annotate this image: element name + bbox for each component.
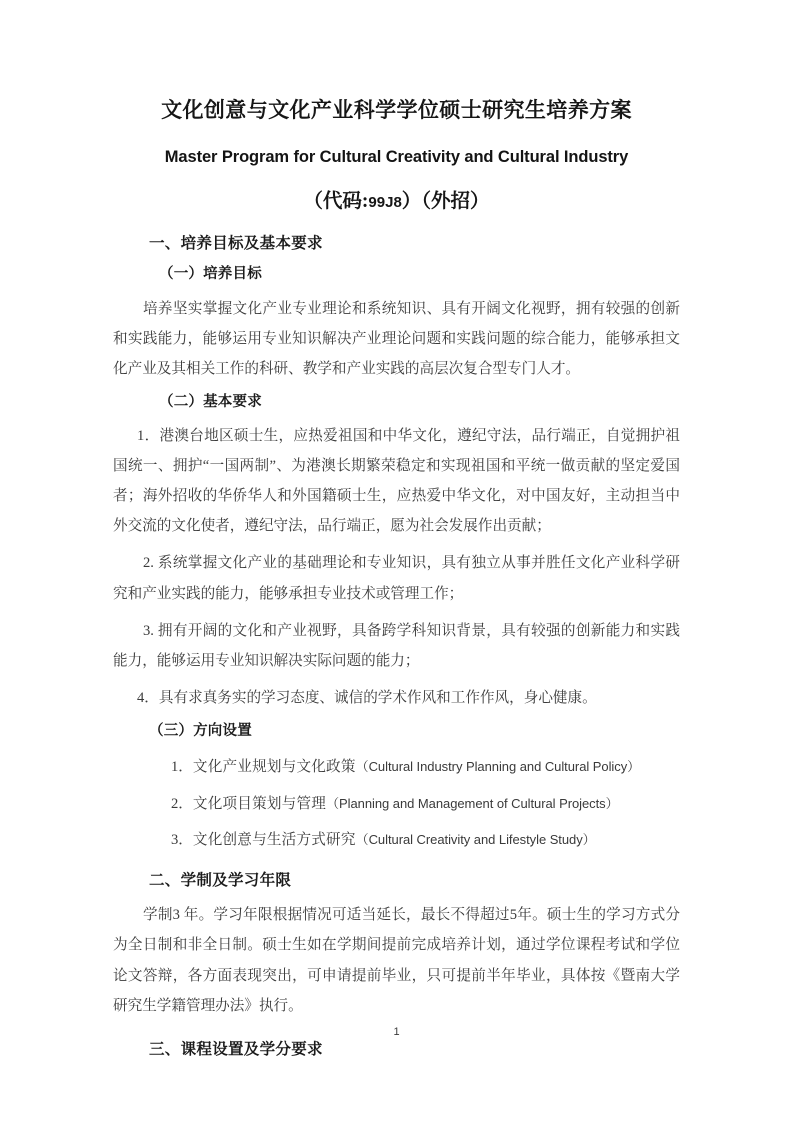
requirement-item-1: 1．港澳台地区硕士生，应热爱祖国和中华文化，遵纪守法，品行端正，自觉拥护祖国统一、拥护“一国两制”、为港澳长期繁荣稳定和实现祖国和平统一做贡献的坚定爱国者；海外招收的华侨华人和外国籍硕士生，应热爱中华文化，对中国友好，主动担当中外交流的文化使者，遵纪守法，品行端正，愿为社会发展作出贡献；	[113, 428, 680, 535]
program-code-suffix: ）（外招）	[401, 190, 490, 212]
direction-label-en-2: （Planning and Management of Cultural Projects）	[326, 795, 619, 811]
direction-item-2	[113, 780, 680, 816]
direction-label-en-3: （Cultural Creativity and Lifestyle Study）	[355, 831, 596, 847]
page-title-english: Master Program for Cultural Creativity and Cultural Industry	[164, 148, 629, 167]
program-code-line	[113, 169, 680, 215]
direction-list	[113, 743, 680, 852]
direction-label-cn-1: 文化产业规划与文化政策	[192, 759, 356, 776]
subsection-heading-training-objectives: （一）培养目标	[159, 266, 262, 283]
direction-item-1	[113, 743, 680, 779]
direction-number-2: 2．	[171, 795, 193, 812]
direction-item-3	[113, 816, 680, 852]
document-content	[113, 0, 680, 1062]
requirement-item-4: 4．具有求真务实的学习态度、诚信的学术作风和工作作风，身心健康。	[137, 689, 597, 706]
direction-label-cn-2: 文化项目策划与管理	[192, 795, 327, 812]
direction-label-cn-3: 文化创意与生活方式研究	[192, 831, 356, 848]
program-code-prefix: （代码:	[303, 190, 369, 212]
paragraph-study-duration: 学制3 年。学习年限根据情况可适当延长，最长不得超过5年。硕士生的学习方式分为全日制和非全日制。硕士生如在学期间提前完成培养计划，通过学位课程考试和学位论文答辩，各方面表现突出，可申请提前毕业，只可提前半年毕业，具体按《暨南大学研究生学籍管理办法》执行。	[113, 907, 680, 1014]
direction-label-en-1: （Cultural Industry Planning and Cultural Policy）	[355, 759, 641, 775]
direction-number-1: 1．	[171, 759, 193, 776]
page-number-footer: 1	[393, 1026, 400, 1038]
section-heading-one: 一、培养目标及基本要求	[149, 234, 323, 252]
section-heading-two: 二、学制及学习年限	[149, 872, 292, 890]
requirement-item-3: 3. 拥有开阔的文化和产业视野，具备跨学科知识背景，具有较强的创新能力和实践能力，能够运用专业知识解决实际问题的能力；	[113, 622, 680, 669]
program-code-value: 99J8	[368, 193, 402, 211]
requirement-item-2: 2. 系统掌握文化产业的基础理论和专业知识，具有独立从事并胜任文化产业科学研究和产业实践的能力，能够承担专业技术或管理工作；	[113, 555, 680, 602]
subsection-heading-directions: （三）方向设置	[149, 722, 252, 739]
subsection-heading-basic-requirements: （二）基本要求	[159, 393, 262, 410]
direction-number-3: 3．	[171, 831, 193, 848]
paragraph-training-objectives: 培养坚实掌握文化产业专业理论和系统知识、具有开阔文化视野，拥有较强的创新和实践能力，能够运用专业知识解决产业理论问题和实践问题的综合能力，能够承担文化产业及其相关工作的科研、教学和产业实践的高层次复合型专门人才。	[113, 300, 680, 377]
section-heading-three: 三、课程设置及学分要求	[149, 1040, 323, 1058]
page-title-chinese: 文化创意与文化产业科学学位硕士研究生培养方案	[161, 98, 632, 122]
